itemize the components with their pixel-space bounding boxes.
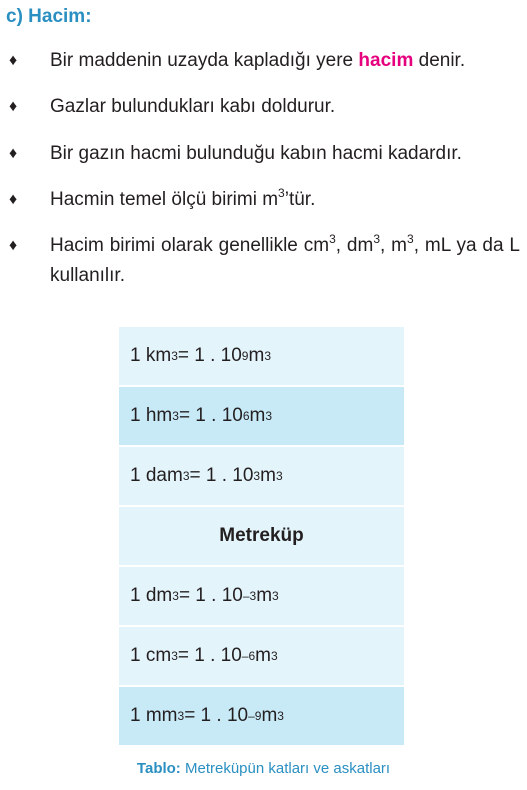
table-row: 1 km 3 = 1 . 10 9 m 3 <box>119 327 404 385</box>
caption-label: Tablo: <box>136 760 181 777</box>
caption-text: Metreküpün katları ve askatları <box>180 760 391 777</box>
bullet-text: Hacim birimi olarak genellikle $cm^3$, $dm^3$, $m^3$, mL ya da L kullanılır. <box>50 232 520 286</box>
table-row: 1 cm 3 = 1 . 10 –6 m 3 <box>119 627 404 685</box>
table-row: 1 mm 3 = 1 . 10 –9 m 3 <box>119 687 404 745</box>
unit-conversion-table <box>119 327 404 747</box>
table-row: 1 dm 3 = 1 . 10 –3 m 3 <box>119 567 404 625</box>
bullet-text: Gazlar bulundukları kabı doldurur. <box>50 96 336 117</box>
diamond-bullet-icon: ♦ <box>9 52 18 69</box>
highlighted-term: hacim <box>358 50 414 71</box>
table-caption <box>0 760 527 777</box>
bullet-text: Bir maddenin uzayda kapladığı yere hacim denir. <box>50 50 466 71</box>
table-row: 1 dam 3 = 1 . 10 3 m 3 <box>119 447 404 505</box>
diamond-bullet-icon: ♦ <box>9 191 18 208</box>
table-row: 1 hm 3 = 1 . 10 6 m 3 <box>119 387 404 445</box>
table-middle-row <box>119 507 404 565</box>
bullet-text: Hacmin temel ölçü birimi $m^3’tür$. <box>50 186 316 210</box>
diamond-bullet-icon: ♦ <box>9 237 18 254</box>
section-heading: c) Hacim: <box>6 6 92 27</box>
metrekup-label: Metreküp <box>219 525 304 546</box>
diamond-bullet-icon: ♦ <box>9 98 18 115</box>
diamond-bullet-icon: ♦ <box>9 145 18 162</box>
bullet-text: Bir gazın hacmi bulunduğu kabın hacmi kadardır. <box>50 143 462 164</box>
